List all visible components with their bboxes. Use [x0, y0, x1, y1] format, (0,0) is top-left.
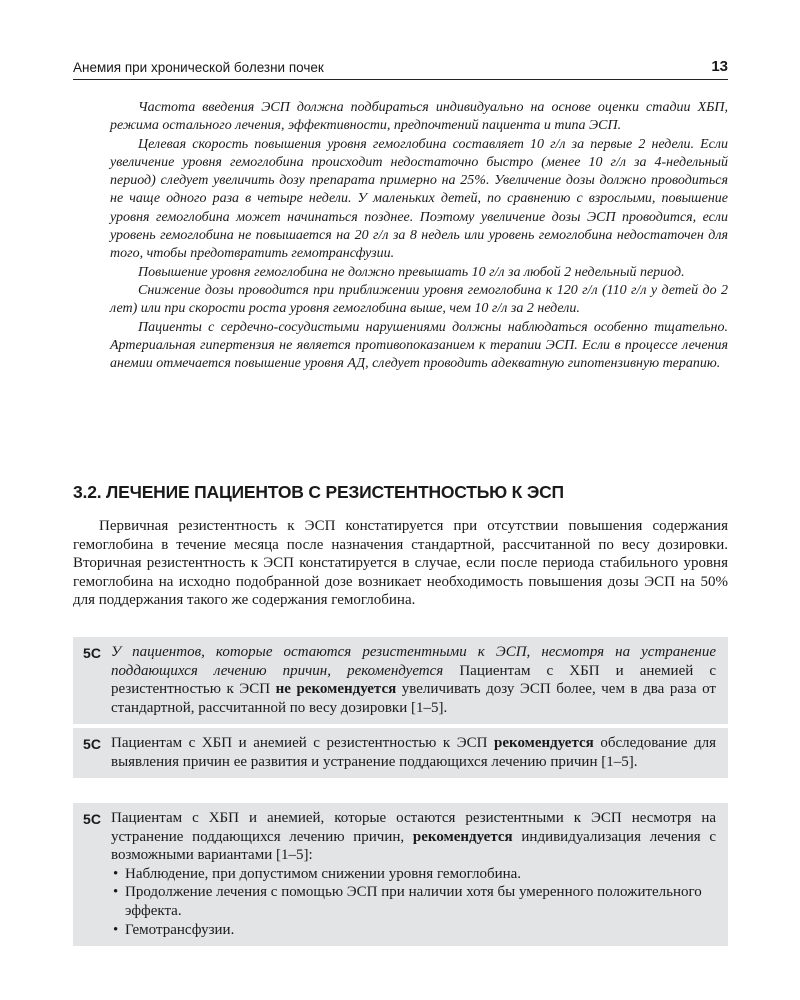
recommendation-text	[111, 809, 716, 939]
grade-label: 5C	[83, 736, 101, 752]
page-header	[73, 58, 728, 80]
rec-bold: рекомендуется	[494, 735, 594, 751]
rec-text-before: Пациентам с ХБП и анемией с резистентностью к ЭСП	[111, 735, 494, 751]
list-item: • Продолжение лечения с помощью ЭСП при наличии хотя бы умеренного положительного эффекта.	[111, 883, 716, 920]
italic-paragraph: Повышение уровня гемоглобина не должно превышать 10 г/л за любой 2 недельный период.	[138, 264, 685, 280]
italic-text-block	[110, 99, 728, 373]
list-item: • Гемотрансфузии.	[111, 921, 716, 940]
rec-text-after: индивидуализация лечения с возможными вариантами [1–5]:	[111, 828, 716, 864]
list-item: • Наблюдение, при допустимом снижении уровня гемоглобина.	[111, 865, 716, 884]
italic-paragraph: Снижение дозы проводится при приближении уровня гемоглобина к 120 г/л (110 г/л у детей до 2 лет) или при скорости роста уровня гемоглобина выше, чем 10 г/л за 2 недели.	[110, 282, 728, 317]
italic-paragraph: Целевая скорость повышения уровня гемоглобина составляет 10 г/л за первые 2 недели. Если увеличение уровня гемоглобина происходит недостаточно быстро (менее 10 г/л за 4-недельный период) следует увеличить дозу препарата примерно на 25%. Увеличение дозы должно проводиться не чаще одного раза в четыре недели. У маленьких детей, по сравнению с взрослыми, повышение уровня гемоглобина может начинаться позднее. Поэтому увеличение дозы ЭСП проводится, если уровень гемоглобина не повышается на 20 г/л за 8 недель или уровень гемоглобина недостаточен для того, чтобы предотвратить гемотрансфузии.	[110, 136, 728, 262]
rec-bold: не рекомендуется	[275, 681, 397, 698]
italic-paragraph: Пациенты с сердечно-сосудистыми нарушениями должны наблюдаться особенно тщательно. Артериальная гипертензия не является противопоказанием к терапии ЭСП. Если в процессе лечения анемии отмечается повышение уровня АД, следует проводить адекватную гипотензивную терапию.	[110, 319, 728, 372]
running-title: Анемия при хронической болезни почек	[73, 60, 324, 75]
italic-paragraph: Частота введения ЭСП должна подбираться индивидуально на основе оценки стадии ХБП, режима остального лечения, эффективности, предпочтений пациента и типа ЭСП.	[110, 100, 728, 134]
rec-text-after: увеличивать дозу ЭСП более, чем в два раза от стандартной, рассчитанной по весу дозировки [1–5].	[111, 681, 716, 716]
recommendation-text	[111, 643, 716, 717]
recommendation-box	[73, 803, 728, 946]
rec-text-after: обследование для выявления причин ее развития и устранение поддающихся лечению причин [1–5].	[111, 735, 716, 770]
grade-label: 5C	[83, 645, 101, 661]
recommendation-box	[73, 728, 728, 778]
page-number: 13	[711, 58, 728, 75]
rec-text-before: Пациентам с ХБП и анемией с резистентностью к ЭСП	[111, 662, 716, 698]
options-list	[111, 865, 716, 939]
rec-italic: У пациентов, которые остаются резистентными к ЭСП, несмотря на устранение поддающихся лечению причин, рекомендуется	[111, 644, 716, 679]
rec-bold: рекомендуется	[412, 828, 513, 845]
section-heading: 3.2. ЛЕЧЕНИЕ ПАЦИЕНТОВ С РЕЗИСТЕНТНОСТЬЮ К ЭСП	[73, 482, 564, 502]
recommendation-text	[111, 734, 716, 771]
rec-text-before: Пациентам с ХБП и анемией, которые остаются резистентными к ЭСП несмотря на устранение поддающихся лечению причин,	[111, 810, 716, 845]
section-paragraph: Первичная резистентность к ЭСП констатируется при отсутствии повышения содержания гемоглобина в течение месяца после назначения стандартной, рассчитанной по весу дозировки. Вторичная резистентность к ЭСП констатируется в случае, если после периода стабильного уровня гемоглобина на исходно подобранной дозе возникает необходимость повышения дозы ЭСП на 50% для поддержания такого же содержания гемоглобина.	[73, 518, 728, 609]
grade-label: 5C	[83, 811, 101, 827]
recommendation-box	[73, 637, 728, 724]
